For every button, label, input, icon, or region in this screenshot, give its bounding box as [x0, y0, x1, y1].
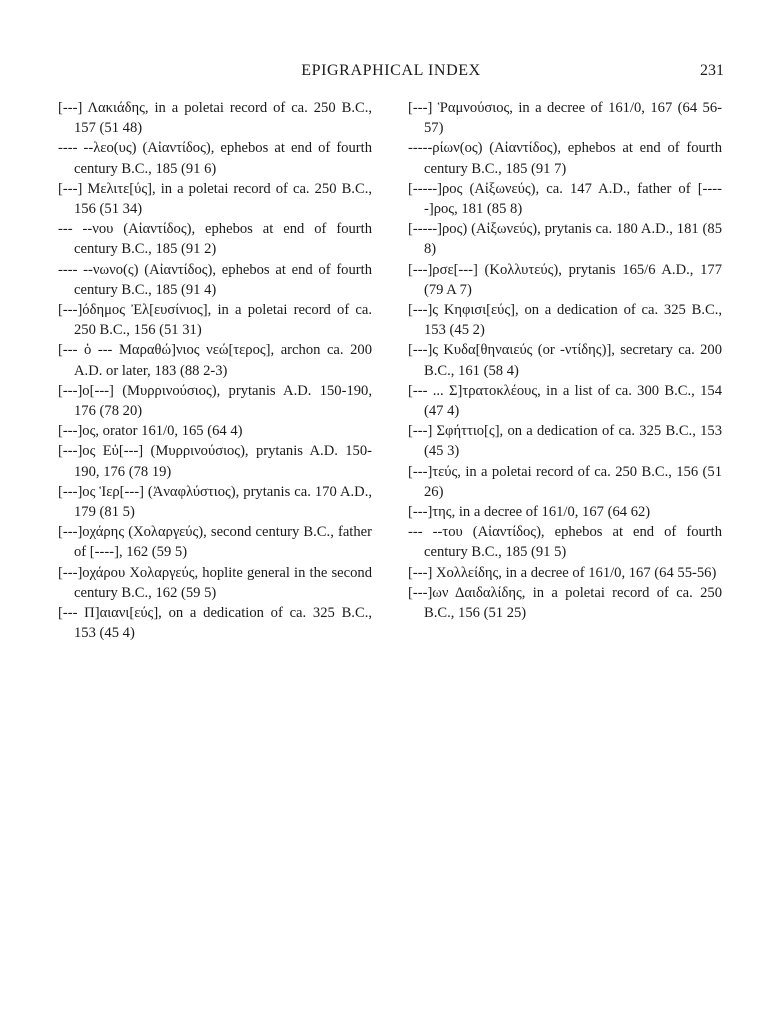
index-entry: ---- --νωνο(ς) (Αἰαντίδος), ephebos at end of fourth century B.C., 185 (91 4)	[58, 261, 372, 298]
index-entry: [---]οχάρου Χολαργεύς, hoplite general in the second century B.C., 162 (59 5)	[58, 564, 372, 601]
index-entry: [---] Σφήττιο[ς], on a dedication of ca. 325 B.C., 153 (45 3)	[408, 423, 722, 460]
index-entry: [---]ων Δαιδαλίδης, in a poletai record of ca. 250 B.C., 156 (51 25)	[408, 584, 722, 622]
index-column-left	[58, 98, 372, 643]
index-entry: [---]οχάρης (Χολαργεύς), second century B.C., father of [----], 162 (59 5)	[58, 524, 372, 561]
index-entry: [---]ς Κυδα[θηναιεύς (or -ντίδης)], secretary ca. 200 B.C., 161 (58 4)	[408, 342, 722, 379]
index-entry: [--- Π]αιανι[εύς], on a dedication of ca. 325 B.C., 153 (45 4)	[58, 605, 372, 642]
index-column-right	[408, 98, 722, 623]
index-entry: ---- --λεο(υς) (Αἰαντίδος), ephebos at end of fourth century B.C., 185 (91 6)	[58, 140, 372, 177]
index-entry: [--- ὁ --- Μαραθώ]νιος νεώ[τερος], archon ca. 200 A.D. or later, 183 (88 2-3)	[58, 342, 372, 379]
index-entry: [---] Μελιτε[ύς], in a poletai record of ca. 250 B.C., 156 (51 34)	[58, 180, 372, 218]
index-entry: [---]της, in a decree of 161/0, 167 (64 62)	[408, 504, 651, 521]
index-entry: [--- ... Σ]τρατοκλέους, in a list of ca. 300 B.C., 154 (47 4)	[408, 382, 722, 420]
index-entry: --- --του (Αἰαντίδος), ephebos at end of fourth century B.C., 185 (91 5)	[408, 524, 722, 561]
index-entry: [---] Χολλείδης, in a decree of 161/0, 167 (64 55-56)	[408, 564, 717, 581]
index-entry: [---]ς Κηφισι[εύς], on a dedication of ca. 325 B.C., 153 (45 2)	[408, 302, 722, 339]
index-entry: [---] Λακιάδης, in a poletai record of ca. 250 B.C., 157 (51 48)	[58, 100, 372, 137]
page-header	[58, 62, 724, 86]
index-entry: [---] Ῥαμνούσιος, in a decree of 161/0, 167 (64 56-57)	[408, 100, 722, 137]
index-entry: [---]ος, orator 161/0, 165 (64 4)	[58, 423, 243, 440]
running-title: EPIGRAPHICAL INDEX	[301, 62, 481, 79]
index-entry: -----ρίων(ος) (Αἰαντίδος), ephebos at end of fourth century B.C., 185 (91 7)	[408, 140, 722, 177]
page-number: 231	[700, 62, 724, 79]
index-entry: [---]όδημος Ἐλ[ευσίνιος], in a poletai record of ca. 250 B.C., 156 (51 31)	[58, 302, 372, 339]
index-entry: --- --νου (Αἰαντίδος), ephebos at end of fourth century B.C., 185 (91 2)	[58, 221, 372, 258]
index-entry: [-----]ρος (Αἰξωνεύς), ca. 147 A.D., father of [-----]ρος, 181 (85 8)	[408, 180, 722, 218]
index-entry: [---]ρσε[---] (Κολλυτεύς), prytanis 165/6 A.D., 177 (79 A 7)	[408, 261, 722, 298]
index-entry: [---]ος Εὐ[---] (Μυρρινούσιος), prytanis A.D. 150-190, 176 (78 19)	[58, 443, 372, 480]
index-entry: [-----]ρος) (Αἰξωνεύς), prytanis ca. 180 A.D., 181 (85 8)	[408, 221, 722, 258]
index-entry: [---]ος Ἱερ[---] (Ἀναφλύστιος), prytanis ca. 170 A.D., 179 (81 5)	[58, 483, 372, 521]
index-entry: [---]τεύς, in a poletai record of ca. 250 B.C., 156 (51 26)	[408, 463, 722, 500]
index-entry: [---]ο[---] (Μυρρινούσιος), prytanis A.D. 150-190, 176 (78 20)	[58, 382, 372, 420]
